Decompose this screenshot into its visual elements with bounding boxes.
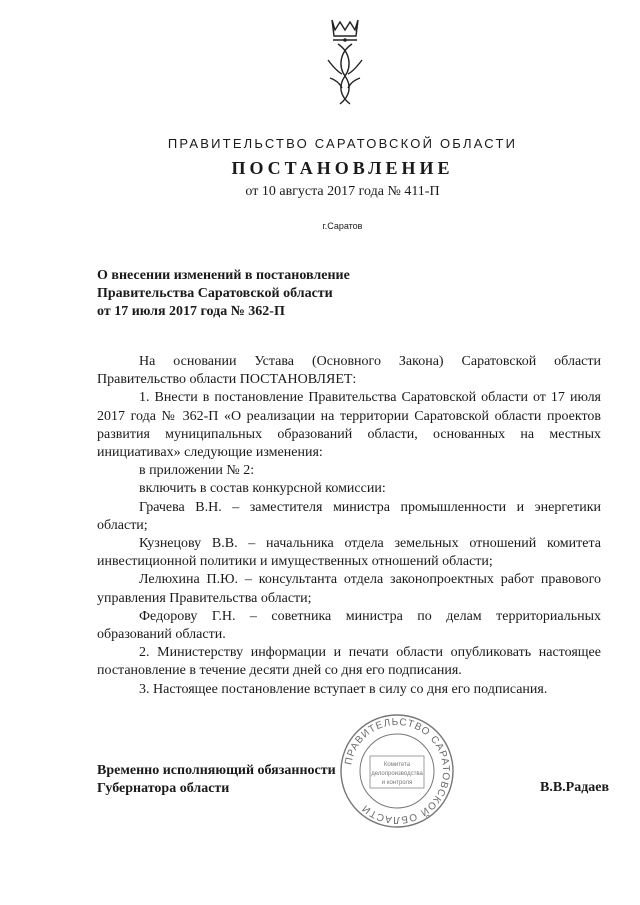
signatory-position-line: Губернатора области: [97, 781, 230, 796]
document-date-number: от 10 августа 2017 года № 411-П: [245, 184, 440, 199]
document-body: [97, 353, 601, 699]
subject-line: Правительства Саратовской области: [97, 286, 333, 301]
subject-line: О внесении изменений в постановление: [97, 268, 350, 283]
signatory-name: В.В.Радаев: [540, 780, 610, 795]
stamp-inner-line: и контроля: [381, 780, 413, 786]
signatory-position-line: Временно исполняющий обязанности: [97, 763, 336, 778]
body-paragraph: 1. Внести в постановление Правительства Саратовской области от 17 июля 2017 года № 362-П «О реализации на территории Саратовской области проектов развития муниципальных образований области, основанных на местных инициативах» следующие изменения:: [97, 390, 601, 461]
body-paragraph: 2. Министерству информации и печати области опубликовать настоящее постановление в течение десяти дней со дня его подписания.: [97, 645, 601, 679]
coat-of-arms-icon: [320, 16, 370, 108]
government-title: ПРАВИТЕЛЬСТВО САРАТОВСКОЙ ОБЛАСТИ: [167, 136, 518, 151]
document-subject: [97, 267, 417, 321]
body-paragraph: Кузнецову В.В. – начальника отдела земельных отношений комитета инвестиционной политики и имущественных отношений области;: [97, 536, 601, 570]
stamp-inner-line: Комитета: [383, 762, 411, 768]
body-paragraph: 3. Настоящее постановление вступает в силу со дня его подписания.: [139, 681, 548, 697]
body-paragraph: На основании Устава (Основного Закона) Саратовской области Правительство области ПОСТАНОВЛЯЕТ:: [97, 354, 601, 388]
body-paragraph: Федорову Г.Н. – советника министра по делам территориальных образований области.: [97, 608, 601, 643]
body-paragraph: в приложении № 2:: [139, 463, 255, 479]
stamp-inner-line: делопроизводства: [371, 771, 423, 777]
document-city: г.Саратов: [322, 221, 363, 231]
stamp-ring-text: ПРАВИТЕЛЬСТВО САРАТОВСКОЙ ОБЛАСТИ: [343, 716, 452, 826]
subject-line: от 17 июля 2017 года № 362-П: [97, 304, 285, 319]
body-paragraph: включить в состав конкурсной комиссии:: [139, 481, 386, 497]
body-paragraph: Грачева В.Н. – заместителя министра промышленности и энергетики области;: [97, 499, 601, 533]
body-paragraph: Лелюхина П.Ю. – консультанта отдела законопроектных работ правового управления Правительства области;: [97, 572, 601, 606]
signatory-position: [97, 762, 367, 798]
document-type: ПОСТАНОВЛЕНИЕ: [231, 158, 454, 178]
official-stamp-icon: [338, 712, 456, 830]
